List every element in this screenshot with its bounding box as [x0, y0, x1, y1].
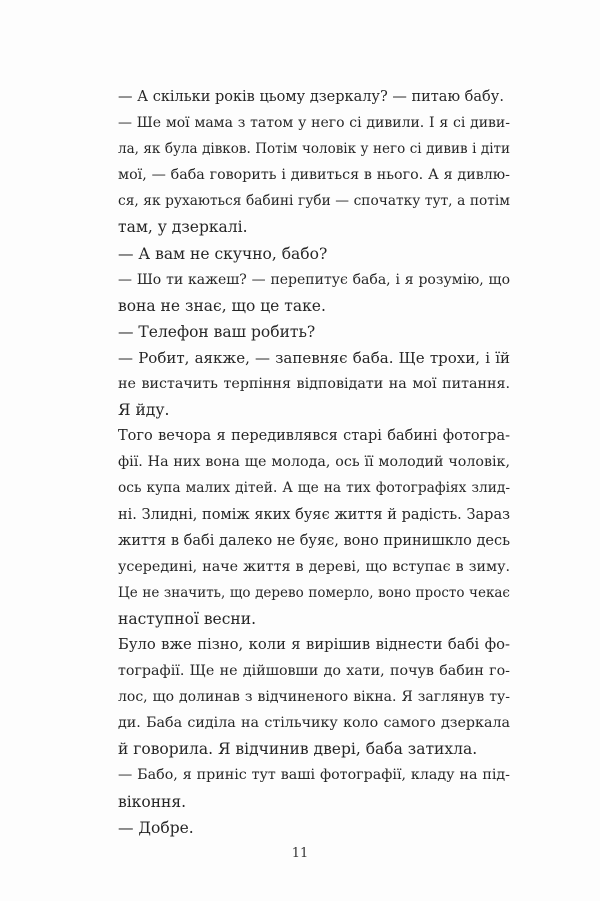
text-line: — Телефон ваш робить? [118, 322, 316, 341]
text-line: — Шо ти кажеш? — перепитує баба, і я розумію, що [118, 271, 510, 288]
text-line: ось купа малих дітей. А ще на тих фотографіях злид- [118, 480, 510, 497]
text-line: Це не значить, що дерево померло, воно просто чекає [118, 584, 510, 601]
text-line: наступної весни. [118, 609, 256, 628]
text-line: там, у дзеркалі. [118, 218, 248, 237]
text-line: тографії. Ще не дійшовши до хати, почув бабин го- [118, 663, 510, 680]
text-line: Я йду. [118, 401, 170, 420]
text-line: не вистачить терпіння відповідати на мої питання. [118, 376, 510, 393]
body-text [118, 84, 510, 841]
text-line: ні. Злидні, поміж яких буяє життя й радість. Зараз [118, 506, 510, 523]
text-line: віконня. [118, 792, 187, 811]
text-line: — Бабо, я приніс тут ваші фотографії, кладу на під- [118, 767, 510, 784]
text-line: — А скільки років цьому дзеркалу? — питаю бабу. [118, 89, 504, 105]
text-line: — А вам не скучно, бабо? [118, 244, 328, 263]
text-line: Того вечора я передивлявся старі бабині фотогра- [118, 428, 510, 445]
text-line: фії. На них вона ще молода, ось її молодий чоловік, [118, 454, 510, 471]
text-line: — Ше мої мама з татом у него сі дивили. І я сі диви- [118, 115, 510, 132]
page-number: 11 [291, 846, 309, 861]
text-line: й говорила. Я відчинив двері, баба затихла. [118, 740, 478, 759]
text-line: — Добре. [118, 818, 194, 837]
text-line: усередині, наче життя в дереві, що вступає в зиму. [118, 558, 510, 575]
text-line: життя в бабі далеко не буяє, воно принишкло десь [118, 532, 510, 549]
text-line: мої, — баба говорить і дивиться в нього. А я дивлю- [118, 167, 510, 184]
text-line: Було вже пізно, коли я вирішив віднести бабі фо- [118, 635, 510, 653]
text-line: ди. Баба сиділа на стільчику коло самого дзеркала [118, 715, 510, 732]
text-line: ла, як була дівков. Потім чоловік у него сі дивив і діти [118, 141, 510, 158]
text-line: вона не знає, що це таке. [118, 296, 326, 315]
text-line: — Робит, аякже, — запевняє баба. Ще трохи, і їй [118, 348, 510, 367]
text-line: лос, що долинав з відчиненого вікна. Я заглянув ту- [118, 689, 510, 706]
text-line: ся, як рухаються бабині губи — спочатку тут, а потім [118, 193, 510, 210]
